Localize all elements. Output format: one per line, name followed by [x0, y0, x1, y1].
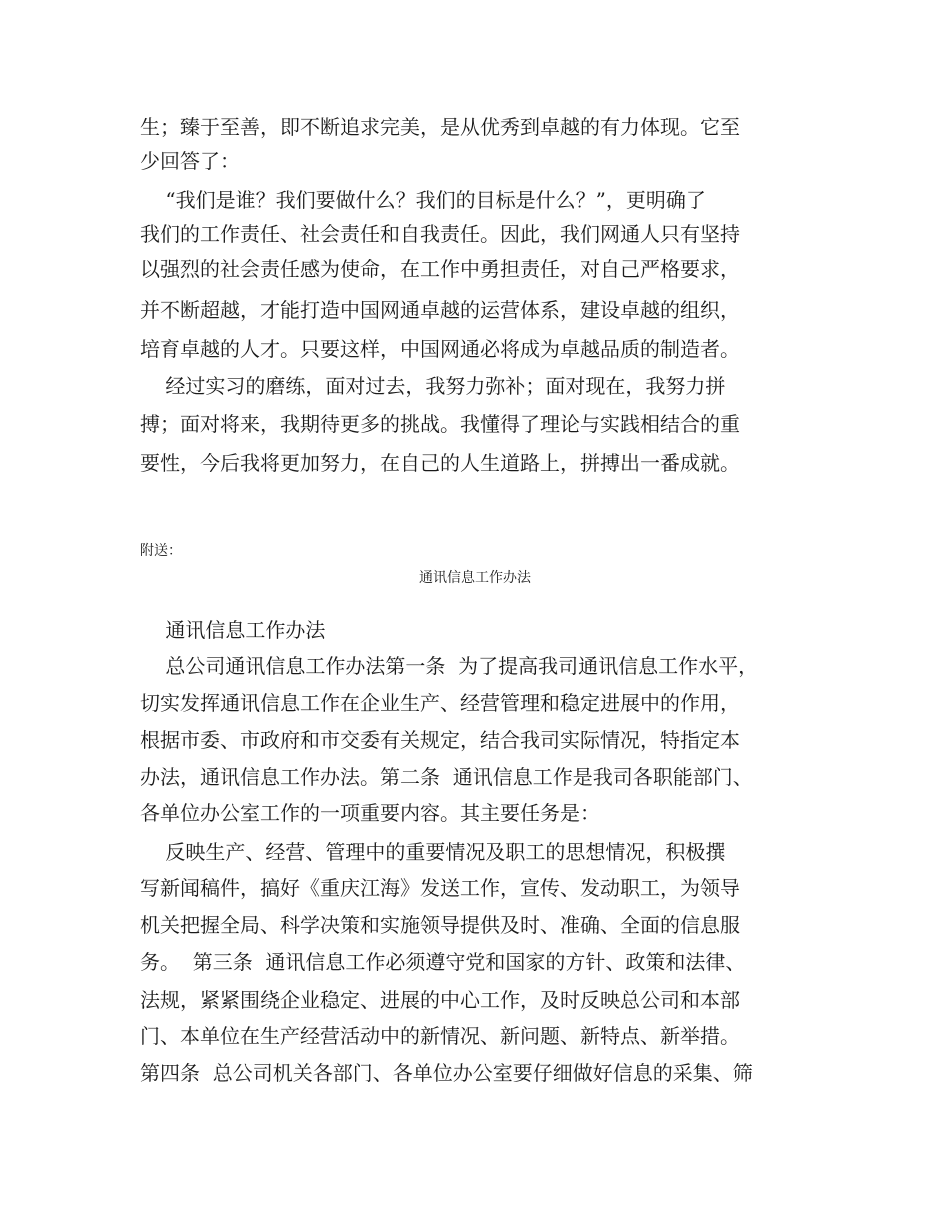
paragraph-line: 务。 第三条 通讯信息工作必须遵守党和国家的方针、政策和法律、 — [140, 950, 746, 974]
paragraph-line: 法规，紧紧围绕企业稳定、进展的中心工作，及时反映总公司和本部 — [140, 988, 740, 1012]
paragraph-line: 机关把握全局、科学决策和实施领导提供及时、准确、全面的信息服 — [140, 913, 740, 937]
paragraph-line: 我们的工作责任、社会责任和自我责任。因此，我们网通人只有坚持 — [140, 222, 740, 246]
paragraph-line: 反映生产、经营、管理中的重要情况及职工的思想情况，积极撰 — [140, 840, 726, 864]
paragraph-line: 各单位办公室工作的一项重要内容。其主要任务是： — [140, 801, 600, 825]
paragraph-line: 少回答了： — [140, 149, 240, 173]
paragraph-line: 根据市委、市政府和市交委有关规定，结合我司实际情况，特指定本 — [140, 728, 740, 752]
appendix-title: 通讯信息工作办法 — [419, 570, 531, 586]
paragraph-line: 办法，通讯信息工作办法。第二条 通讯信息工作是我司各职能部门、 — [140, 765, 753, 789]
paragraph-line: 以强烈的社会责任感为使命，在工作中勇担责任，对自己严格要求， — [140, 257, 740, 281]
paragraph-line: 并不断超越，才能打造中国网通卓越的运营体系，建设卓越的组织， — [140, 298, 740, 322]
paragraph-line: 切实发挥通讯信息工作在企业生产、经营管理和稳定进展中的作用， — [140, 691, 740, 715]
paragraph-line: 要性，今后我将更加努力，在自己的人生道路上，拼搏出一番成就。 — [140, 451, 740, 475]
paragraph-line: 门、本单位在生产经营活动中的新情况、新问题、新特点、新举措。 — [140, 1024, 740, 1048]
paragraph-line: 生；臻于至善，即不断追求完美，是从优秀到卓越的有力体现。它至 — [140, 115, 740, 139]
paragraph-line: 通讯信息工作办法 — [140, 618, 326, 642]
paragraph-line: 培育卓越的人才。只要这样，中国网通必将成为卓越品质的制造者。 — [140, 337, 740, 361]
paragraph-line: “我们是谁？我们要做什么？我们的目标是什么？”，更明确了 — [140, 188, 706, 212]
paragraph-line: 经过实习的磨练，面对过去，我努力弥补；面对现在，我努力拼 — [140, 374, 726, 398]
paragraph-line: 搏；面对将来，我期待更多的挑战。我懂得了理论与实践相结合的重 — [140, 412, 740, 436]
paragraph-line: 总公司通讯信息工作办法第一条 为了提高我司通讯信息工作水平， — [140, 654, 759, 678]
paragraph-line: 第四条 总公司机关各部门、各单位办公室要仔细做好信息的采集、筛 — [140, 1061, 753, 1085]
paragraph-line: 写新闻稿件，搞好《重庆江海》发送工作，宣传、发动职工，为领导 — [140, 876, 740, 900]
appendix-label: 附送： — [140, 543, 182, 559]
